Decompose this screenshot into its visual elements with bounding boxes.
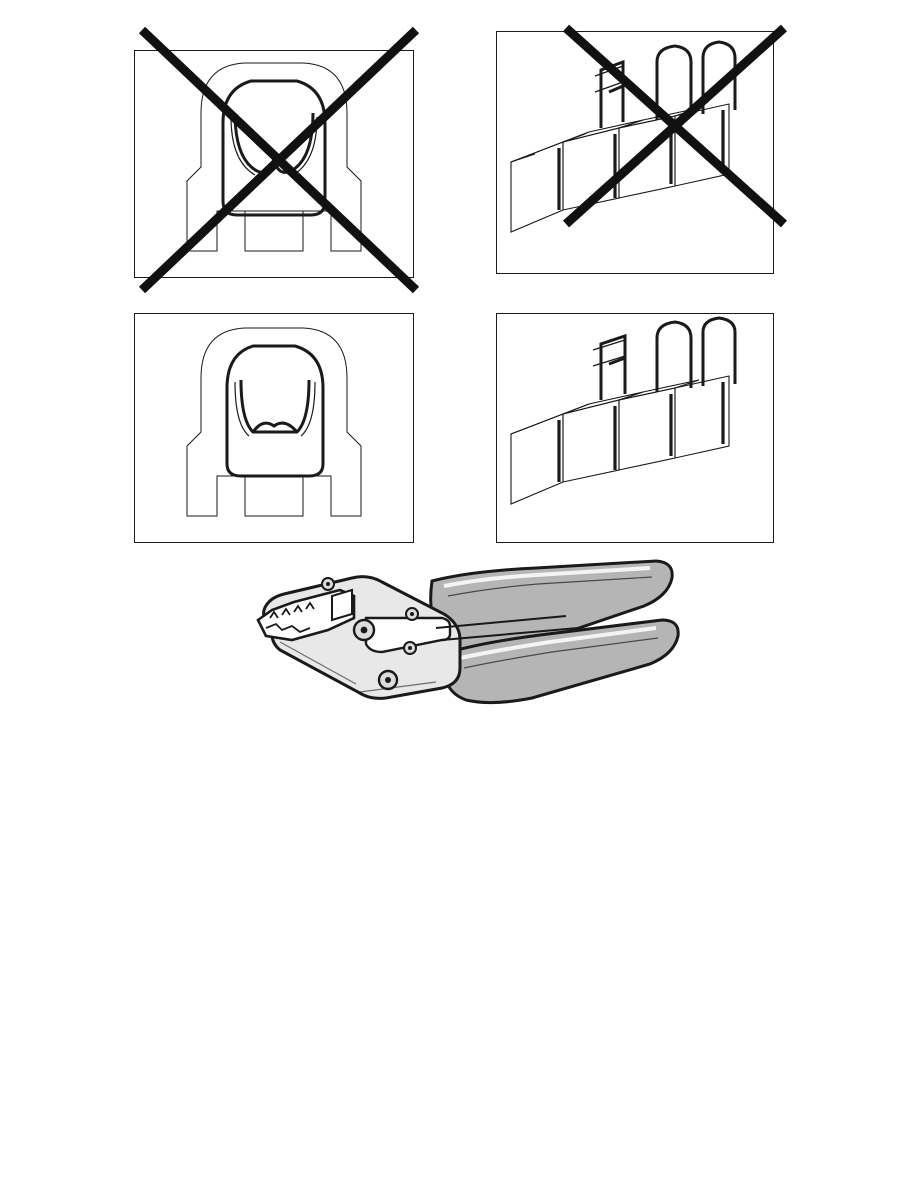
- correct-crimp-perspective-drawing: [497, 314, 773, 542]
- panel-incorrect-crimp-perspective-view: [496, 31, 774, 274]
- panel-correct-crimp-perspective-view: [496, 313, 774, 543]
- crimping-tool-illustration: [236, 556, 686, 721]
- ratcheting-crimping-pliers-drawing: [236, 556, 686, 721]
- correct-crimp-front-drawing: [135, 314, 413, 542]
- die-slot: [332, 590, 352, 620]
- panel-correct-crimp-front-view: [134, 313, 414, 543]
- incorrect-crimp-perspective-drawing: [497, 32, 773, 273]
- panel-incorrect-crimp-front-view: [134, 50, 414, 278]
- incorrect-crimp-front-drawing: [135, 51, 413, 277]
